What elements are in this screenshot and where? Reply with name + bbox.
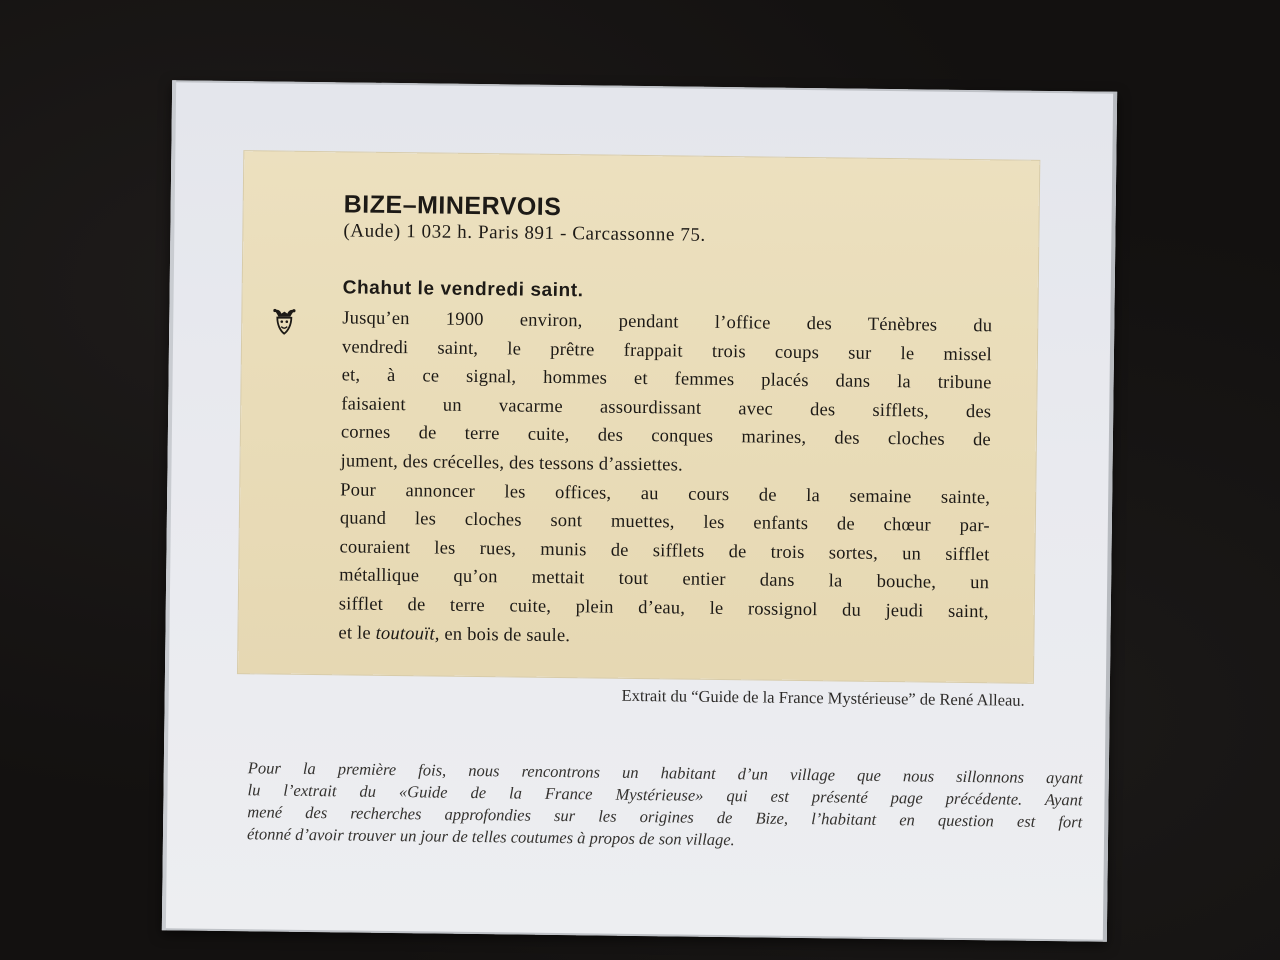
article-line: Pour annoncer les offices, au cours de la semaine sainte, xyxy=(340,479,991,508)
article-line: métallique qu’on mettait tout entier dans la bouche, un xyxy=(339,565,990,594)
article-line: sifflet de terre cuite, plein d’eau, le rossignol du jeudi saint, xyxy=(338,594,989,623)
commentary-line: lu l’extrait du «Guide de la France Mystérieuse» qui est présenté page précédente. Ayant xyxy=(247,780,1083,810)
article-line: quand les cloches sont muettes, les enfants de chœur par- xyxy=(339,508,990,537)
article-line: vendredi saint, le prêtre frappait trois coups sur le missel xyxy=(341,336,993,365)
article-line: et, à ce signal, hommes et femmes placés dans la tribune xyxy=(341,365,992,394)
article-line: faisaient un vacarme assourdissant avec des sifflets, des xyxy=(341,394,992,423)
display-board xyxy=(162,80,1117,941)
article-line: cornes de terre cuite, des conques marines, des cloches de xyxy=(340,422,992,451)
article-line: jument, des crécelles, des tessons d’assiettes. xyxy=(340,451,683,476)
last-line-end: , en bois de saule. xyxy=(434,624,571,646)
last-line-italic-word: toutouït xyxy=(375,623,435,645)
commentary-line: étonné d’avoir trouver un jour de telles coutumes à propos de son village. xyxy=(246,824,735,850)
source-caption: Extrait du “Guide de la France Mystérieuse” de René Alleau. xyxy=(621,685,1025,710)
jester-mask-icon xyxy=(272,308,296,336)
clipping-title: BIZE–MINERVOIS xyxy=(343,190,562,222)
last-line-start: et le xyxy=(338,622,376,644)
article-line: couraient les rues, munis de sifflets de trois sortes, un sifflet xyxy=(339,537,990,566)
article-body xyxy=(338,304,992,655)
clipping-subtitle: (Aude) 1 032 h. Paris 891 - Carcassonne 75. xyxy=(343,220,706,246)
commentary-paragraph xyxy=(247,757,1083,855)
newspaper-clipping xyxy=(238,151,1039,683)
article-line: Jusqu’en 1900 environ, pendant l’office des Ténèbres du xyxy=(342,308,993,337)
commentary-line: mené des recherches approfondies sur les origines de Bize, l’habitant en question est fort xyxy=(247,802,1083,832)
section-title: Chahut le vendredi saint. xyxy=(342,277,584,302)
commentary-line: Pour la première fois, nous rencontrons un habitant d’un village que nous sillonnons ayant xyxy=(247,758,1083,788)
